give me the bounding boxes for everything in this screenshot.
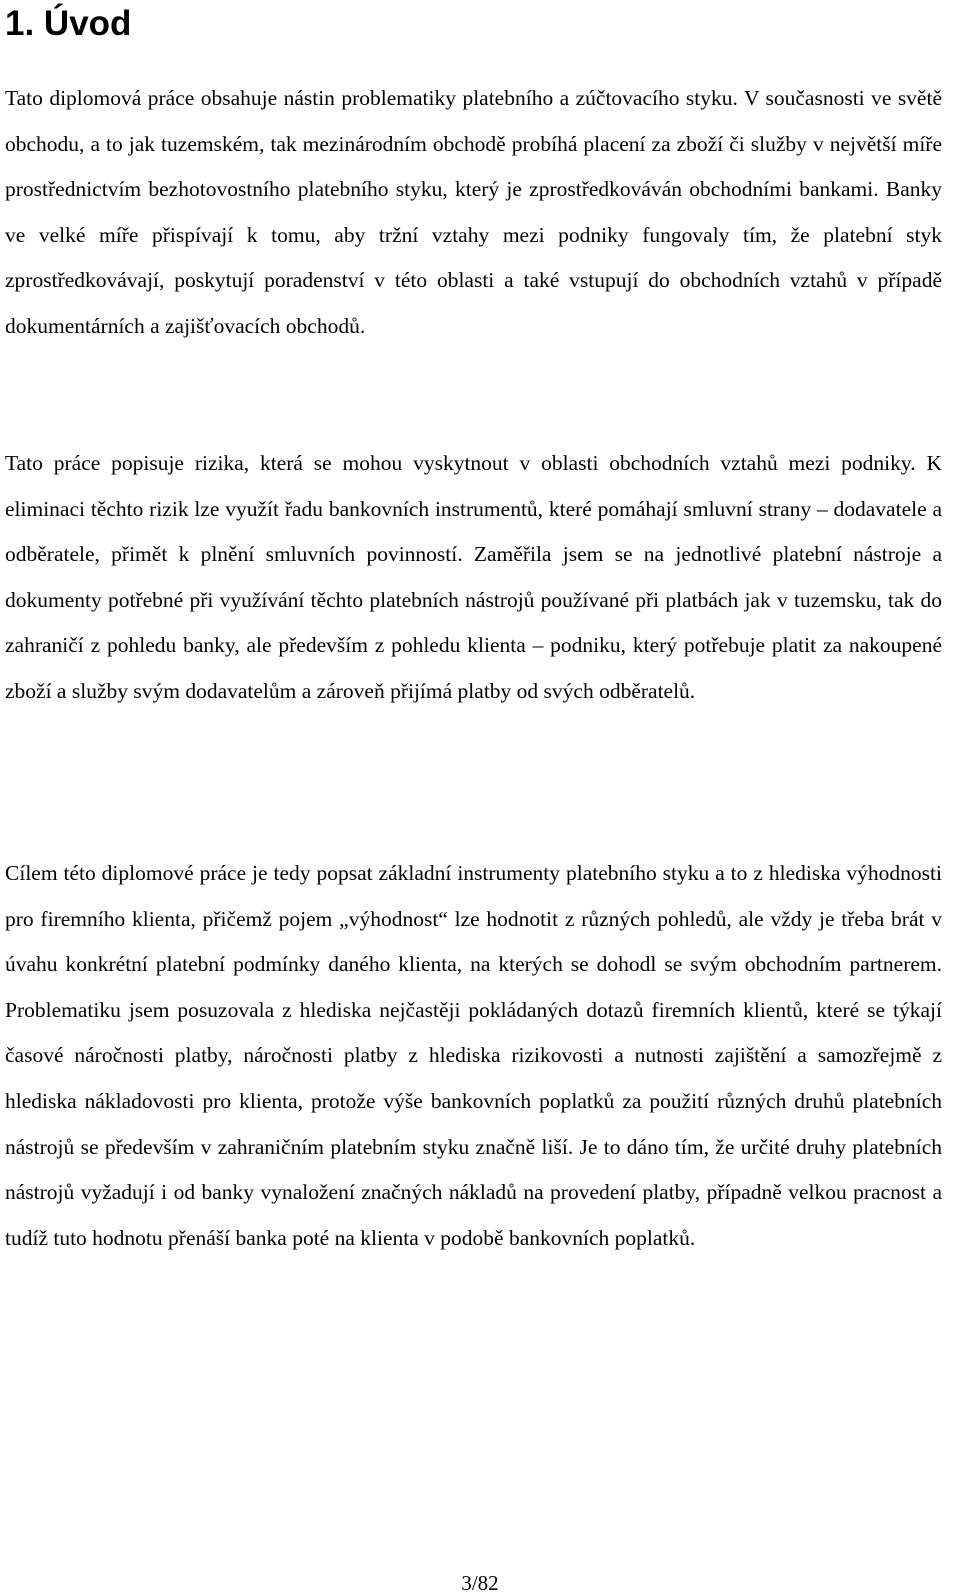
section-heading: 1. Úvod [5, 4, 132, 43]
body-paragraph-introduction: Tato diplomová práce obsahuje nástin problematiky platebního a zúčtovacího styku. V současnosti ve světě obchodu, a to jak tuzemském, tak mezinárodním obchodě probíhá placení za zboží či služby v největší míře prostřednictvím bezhotovostního platebního styku, který je zprostředkováván obchodními bankami. Banky ve velké míře přispívají k tomu, aby tržní vztahy mezi podniky fungovaly tím, že platební styk zprostředkovávají, poskytují poradenství v této oblasti a také vstupují do obchodních vztahů v případě dokumentárních a zajišťovacích obchodů. [5, 86, 942, 338]
body-paragraph-risks: Tato práce popisuje rizika, která se mohou vyskytnout v oblasti obchodních vztahů mezi podniky. K eliminaci těchto rizik lze využít řadu bankovních instrumentů, které pomáhají smluvní strany – dodavatele a odběratele, přimět k plnění smluvních povinností. Zaměřila jsem se na jednotlivé platební nástroje a dokumenty potřebné při využívání těchto platebních nástrojů používané při platbách jak v tuzemsku, tak do zahraničí z pohledu banky, ale především z pohledu klienta – podniku, který potřebuje platit za nakoupené zboží a služby svým dodavatelům a zároveň přijímá platby od svých odběratelů. [5, 451, 942, 703]
page-number: 3/82 [461, 1571, 499, 1595]
body-paragraph-goal: Cílem této diplomové práce je tedy popsat základní instrumenty platebního styku a to z hlediska výhodnosti pro firemního klienta, přičemž pojem „výhodnost“ lze hodnotit z různých pohledů, ale vždy je třeba brát v úvahu konkrétní platební podmínky daného klienta, na kterých se dohodl se svým obchodním partnerem. Problematiku jsem posuzovala z hlediska nejčastěji pokládaných dotazů firemních klientů, které se týkají časové náročnosti platby, náročnosti platby z hlediska rizikovosti a nutnosti zajištění a samozřejmě z hlediska nákladovosti pro klienta, protože výše bankovních poplatků za použití různých druhů platebních nástrojů se především v zahraničním platebním styku značně liší. Je to dáno tím, že určité druhy platebních nástrojů vyžadují i od banky vynaložení značných nákladů na provedení platby, případně velkou pracnost a tudíž tuto hodnotu přenáší banka poté na klienta v podobě bankovních poplatků. [5, 861, 942, 1250]
